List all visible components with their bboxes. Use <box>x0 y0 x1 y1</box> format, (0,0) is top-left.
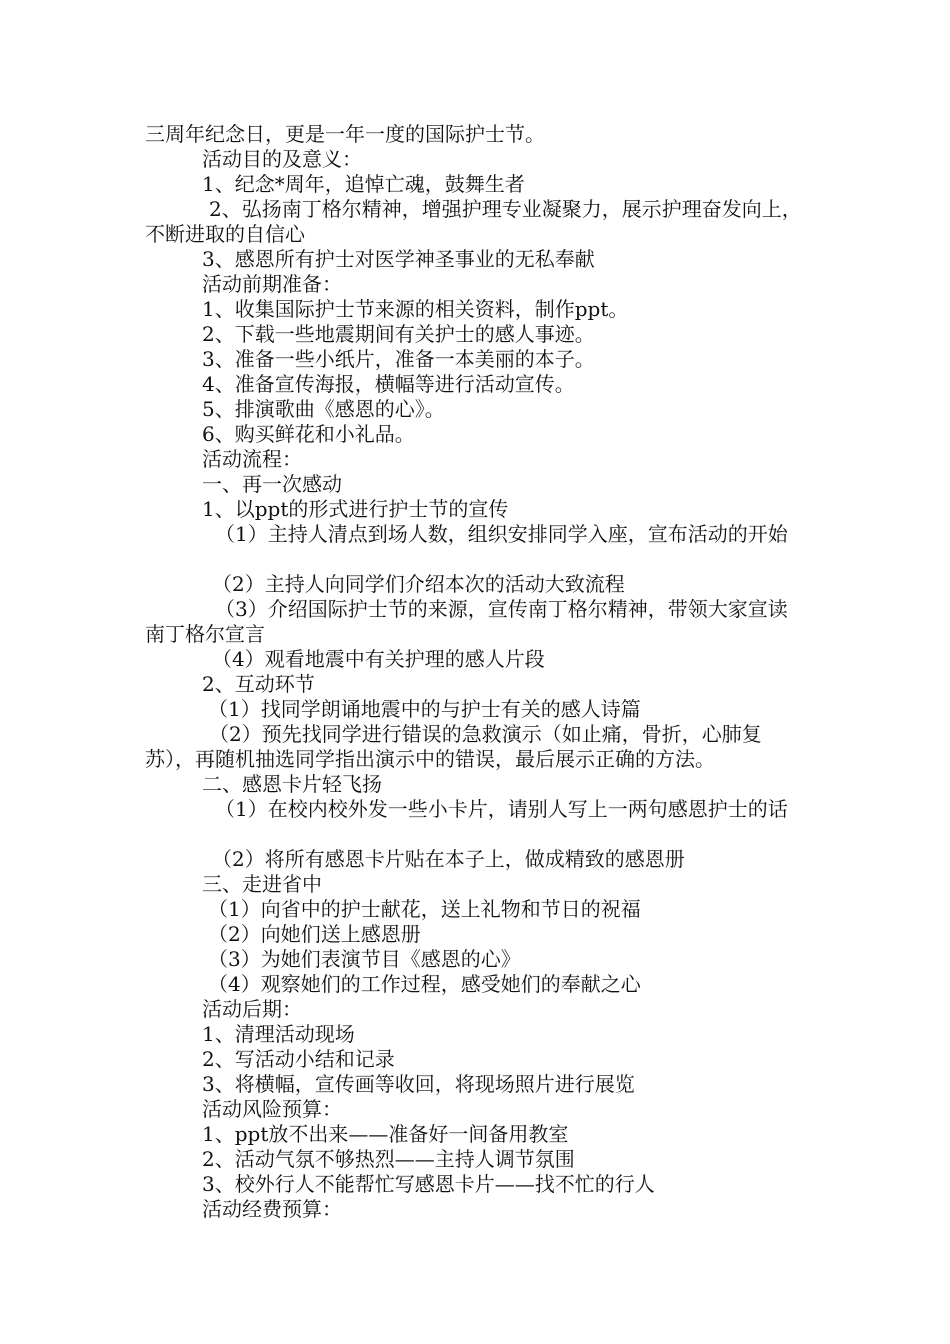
section-heading: 活动经费预算： <box>202 1197 342 1221</box>
section-heading: 活动目的及意义： <box>202 147 362 171</box>
list-item: 2、互动环节 <box>202 672 315 696</box>
list-item: 1、以ppt的形式进行护士节的宣传 <box>202 497 509 521</box>
list-item: 2、写活动小结和记录 <box>202 1047 395 1071</box>
list-item: （1）找同学朗诵地震中的与护士有关的感人诗篇 <box>208 697 641 721</box>
list-item: （3）介绍国际护士节的来源，宣传南丁格尔精神，带领大家宣读南丁格尔宣言 <box>145 597 788 646</box>
list-item: （2）将所有感恩卡片贴在本子上，做成精致的感恩册 <box>212 847 685 871</box>
section-heading: 活动后期： <box>202 997 302 1021</box>
list-item: 1、收集国际护士节来源的相关资料，制作ppt。 <box>202 297 629 321</box>
list-item: （4）观察她们的工作过程，感受她们的奉献之心 <box>208 972 641 996</box>
list-item: 3、感恩所有护士对医学神圣事业的无私奉献 <box>202 247 595 271</box>
list-item: 1、纪念*周年，追悼亡魂，鼓舞生者 <box>202 172 525 196</box>
document-body <box>0 122 950 1222</box>
list-item: （2）向她们送上感恩册 <box>208 922 421 946</box>
list-item: 5、排演歌曲《感恩的心》。 <box>202 397 445 421</box>
list-item: （4）观看地震中有关护理的感人片段 <box>212 647 545 671</box>
list-item: 2、活动气氛不够热烈——主持人调节氛围 <box>202 1147 575 1171</box>
list-item: 3、准备一些小纸片，准备一本美丽的本子。 <box>202 347 595 371</box>
list-item: 6、购买鲜花和小礼品。 <box>202 422 415 446</box>
text-line: 三周年纪念日，更是一年一度的国际护士节。 <box>145 122 545 146</box>
list-item: （1）向省中的护士献花，送上礼物和节日的祝福 <box>208 897 641 921</box>
list-item: 4、准备宣传海报，横幅等进行活动宣传。 <box>202 372 575 396</box>
list-item: 1、清理活动现场 <box>202 1022 355 1046</box>
list-item: 2、弘扬南丁格尔精神，增强护理专业凝聚力，展示护理奋发向上，不断进取的自信心 <box>145 197 802 246</box>
list-item: （2）预先找同学进行错误的急救演示（如止痛，骨折，心肺复苏），再随机抽选同学指出演示中的错误，最后展示正确的方法。 <box>145 722 762 771</box>
list-item: （1）在校内校外发一些小卡片，请别人写上一两句感恩护士的话 <box>215 797 788 821</box>
list-item: （2）主持人向同学们介绍本次的活动大致流程 <box>212 572 625 596</box>
list-item: 2、下载一些地震期间有关护士的感人事迹。 <box>202 322 595 346</box>
list-item: 3、将横幅，宣传画等收回，将现场照片进行展览 <box>202 1072 635 1096</box>
section-heading: 活动风险预算： <box>202 1097 342 1121</box>
list-item: 3、校外行人不能帮忙写感恩卡片——找不忙的行人 <box>202 1172 655 1196</box>
section-heading: 活动流程： <box>202 447 302 471</box>
list-item: 1、ppt放不出来——准备好一间备用教室 <box>202 1122 569 1146</box>
subsection-heading: 三、走进省中 <box>202 872 322 896</box>
subsection-heading: 二、感恩卡片轻飞扬 <box>202 772 382 796</box>
subsection-heading: 一、再一次感动 <box>202 472 342 496</box>
section-heading: 活动前期准备： <box>202 272 342 296</box>
list-item: （1）主持人清点到场人数，组织安排同学入座，宣布活动的开始 <box>215 522 788 546</box>
list-item: （3）为她们表演节目《感恩的心》 <box>208 947 521 971</box>
